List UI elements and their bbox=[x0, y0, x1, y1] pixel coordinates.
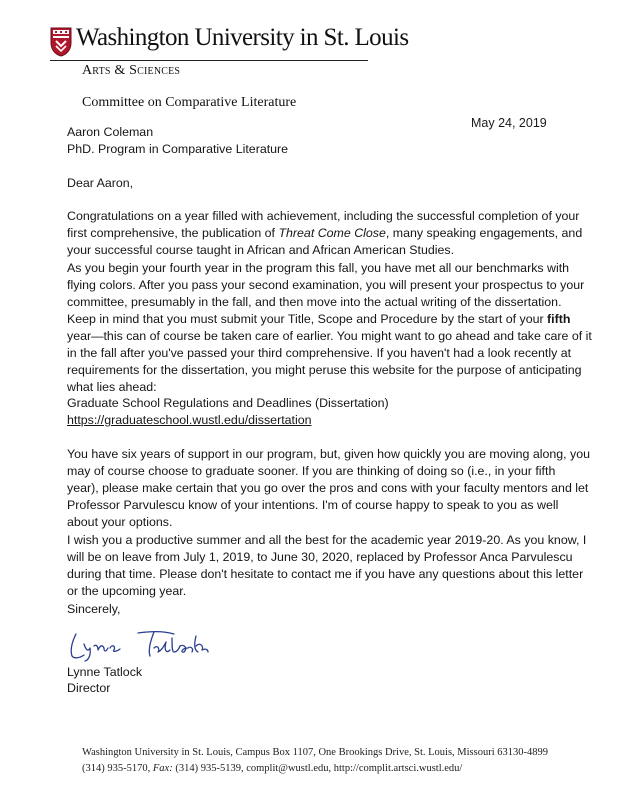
paragraph-line: what lies ahead: bbox=[67, 380, 157, 394]
footer-fax-label: Fax: bbox=[152, 763, 173, 774]
recipient-name: Aaron Coleman bbox=[67, 125, 154, 139]
paragraph-line: may of course choose to graduate sooner. If you are thinking of doing so (i.e., in your fifth bbox=[67, 464, 556, 478]
paragraph-line: Professor Parvulescu know of your intentions. I'm of course happy to speak to you as well bbox=[67, 498, 559, 512]
text-run: , many speaking engagements, and bbox=[385, 226, 583, 240]
paragraph-line: in the fall after you've passed your third comprehensive. If you haven't had a look recently at bbox=[67, 346, 572, 360]
signer-title: Director bbox=[67, 681, 111, 695]
paragraph-leave-notice bbox=[67, 532, 586, 600]
paragraph-line: requirements for the dissertation, you might peruse this website for the purpose of anticipating bbox=[67, 363, 582, 377]
paragraph-program-progress bbox=[67, 260, 592, 396]
paragraph-line bbox=[67, 311, 592, 328]
paragraph-line: I wish you a productive summer and all the best for the academic year 2019-20. As you know, I bbox=[67, 533, 587, 547]
emphasis-fifth: fifth bbox=[547, 312, 571, 326]
footer-address: Washington University in St. Louis, Campus Box 1107, One Brookings Drive, St. Louis, Missouri 63130-4899 bbox=[82, 747, 549, 758]
text-run: Keep in mind that you must submit your Title, Scope and Procedure by the start of your bbox=[67, 312, 548, 326]
paragraph-line: will be on leave from July 1, 2019, to June 30, 2020, replaced by Professor Anca Parvulescu bbox=[67, 550, 573, 564]
paragraph-line: Congratulations on a year filled with achievement, including the successful completion of your bbox=[67, 209, 580, 223]
footer-contact bbox=[82, 763, 462, 774]
paragraph-line: committee, presumably in the fall, and then move into the actual writing of the dissertation. bbox=[67, 295, 562, 309]
resource-title: Graduate School Regulations and Deadlines (Dissertation) bbox=[67, 396, 389, 410]
closing: Sincerely, bbox=[67, 602, 121, 616]
committee-name: Committee on Comparative Literature bbox=[82, 95, 297, 110]
university-name: Washington University in St. Louis bbox=[76, 24, 409, 51]
recipient-program: PhD. Program in Comparative Literature bbox=[67, 142, 289, 156]
publication-title: Threat Come Close bbox=[278, 226, 386, 240]
paragraph-support-years bbox=[67, 446, 590, 531]
paragraph-line: or the upcoming year. bbox=[67, 584, 187, 598]
paragraph-line bbox=[67, 225, 582, 242]
paragraph-congratulations bbox=[67, 208, 582, 259]
paragraph-line: As you begin your fourth year in the program this fall, you have met all our benchmarks with bbox=[67, 261, 570, 275]
paragraph-line: You have six years of support in our program, but, given how quickly you are moving along, you bbox=[67, 447, 590, 461]
paragraph-line: year), please make certain that you go over the pros and cons with your faculty mentors and let bbox=[67, 481, 589, 495]
dissertation-link[interactable]: https://graduateschool.wustl.edu/dissertation bbox=[67, 413, 312, 427]
footer-phone: (314) 935-5170, bbox=[82, 763, 153, 774]
salutation: Dear Aaron, bbox=[67, 176, 134, 190]
paragraph-line: during that time. Please don't hesitate to contact me if you have any questions about this letter bbox=[67, 567, 584, 581]
paragraph-line: about your options. bbox=[67, 515, 173, 529]
school-name: Arts & Sciences bbox=[82, 63, 181, 78]
letter-date: May 24, 2019 bbox=[471, 116, 547, 130]
university-seal-icon bbox=[50, 27, 72, 57]
footer-fax-email-web: (314) 935-5139, complit@wustl.edu, http://complit.artsci.wustl.edu/ bbox=[172, 763, 463, 774]
handwritten-signature bbox=[62, 628, 212, 662]
letterhead-divider bbox=[50, 60, 368, 61]
paragraph-line: flying colors. After you pass your second examination, you will present your prospectus to your bbox=[67, 278, 585, 292]
paragraph-line: year—this can of course be taken care of earlier. You might want to go ahead and take care of it bbox=[67, 329, 592, 343]
paragraph-line: your successful course taught in African and African American Studies. bbox=[67, 243, 455, 257]
text-run: first comprehensive, the publication of bbox=[67, 226, 279, 240]
signer-name: Lynne Tatlock bbox=[67, 665, 143, 679]
